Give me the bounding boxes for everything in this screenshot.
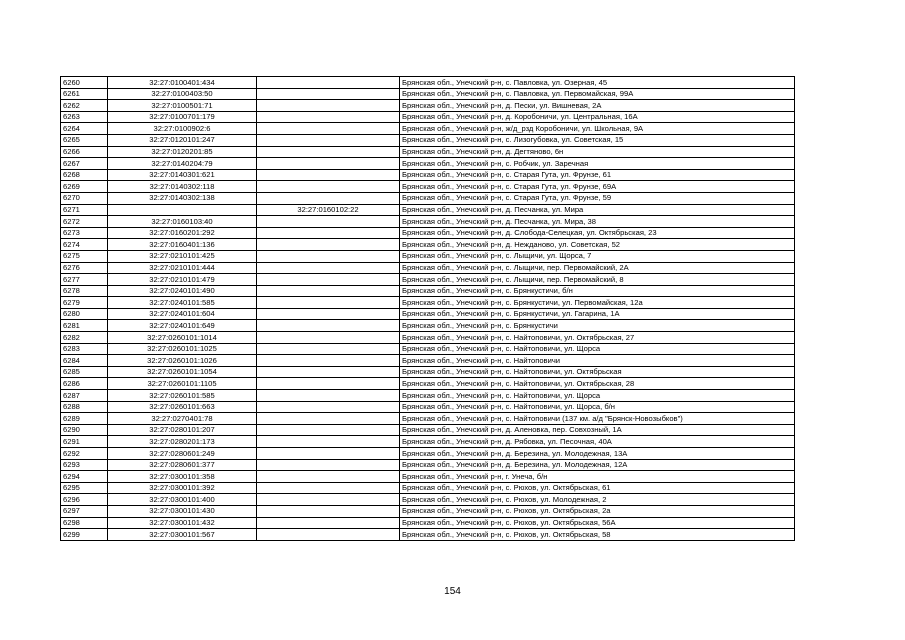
row-number-cell: 6275	[61, 250, 108, 262]
cadastral-number-cell: 32:27:0240101:604	[108, 308, 257, 320]
cadastral-number-cell: 32:27:0280601:249	[108, 448, 257, 460]
cadastral-number-cell: 32:27:0300101:358	[108, 471, 257, 483]
cadastral-number-cell: 32:27:0160201:292	[108, 227, 257, 239]
row-number-cell: 6270	[61, 192, 108, 204]
previous-number-cell	[257, 77, 400, 89]
table-row	[61, 424, 795, 436]
table-row	[61, 505, 795, 517]
table-row	[61, 459, 795, 471]
row-number-cell: 6268	[61, 169, 108, 181]
address-cell: Брянская обл., Унечский р-н, д. Коробоничи, ул. Центральная, 16А	[400, 111, 795, 123]
table-row	[61, 123, 795, 135]
previous-number-cell	[257, 494, 400, 506]
previous-number-cell	[257, 192, 400, 204]
table-row	[61, 274, 795, 286]
address-cell: Брянская обл., Унечский р-н, с. Найтоповичи, ул. Октябрьская, 27	[400, 332, 795, 344]
table-row	[61, 308, 795, 320]
table-row	[61, 204, 795, 216]
table-row	[61, 413, 795, 425]
previous-number-cell	[257, 482, 400, 494]
table-row	[61, 262, 795, 274]
previous-number-cell	[257, 413, 400, 425]
cadastral-number-cell: 32:27:0100902:6	[108, 123, 257, 135]
row-number-cell: 6298	[61, 517, 108, 529]
cadastral-number-cell: 32:27:0260101:1014	[108, 332, 257, 344]
previous-number-cell	[257, 158, 400, 170]
table-row	[61, 192, 795, 204]
address-cell: Брянская обл., Унечский р-н, с. Павловка, ул. Озерная, 45	[400, 77, 795, 89]
previous-number-cell	[257, 320, 400, 332]
cadastral-number-cell: 32:27:0210101:444	[108, 262, 257, 274]
cadastral-number-cell: 32:27:0100501:71	[108, 100, 257, 112]
cadastral-number-cell: 32:27:0280201:173	[108, 436, 257, 448]
previous-number-cell	[257, 424, 400, 436]
row-number-cell: 6261	[61, 88, 108, 100]
cadastral-number-cell	[108, 204, 257, 216]
address-cell: Брянская обл., Унечский р-н, с. Найтоповичи, ул. Щорса, б/н	[400, 401, 795, 413]
row-number-cell: 6266	[61, 146, 108, 158]
table-row	[61, 366, 795, 378]
previous-number-cell	[257, 274, 400, 286]
address-cell: Брянская обл., Унечский р-н, с. Рюхов, ул. Октябрьская, 61	[400, 482, 795, 494]
registry-table-body	[61, 77, 795, 541]
address-cell: Брянская обл., Унечский р-н, с. Старая Гута, ул. Фрунзе, 59	[400, 192, 795, 204]
cadastral-number-cell: 32:27:0260101:663	[108, 401, 257, 413]
table-row	[61, 355, 795, 367]
page-number: 154	[444, 586, 461, 597]
table-row	[61, 320, 795, 332]
row-number-cell: 6292	[61, 448, 108, 460]
address-cell: Брянская обл., Унечский р-н, с. Брянкустичи, б/н	[400, 285, 795, 297]
table-row	[61, 216, 795, 228]
cadastral-number-cell: 32:27:0100403:50	[108, 88, 257, 100]
table-row	[61, 134, 795, 146]
row-number-cell: 6296	[61, 494, 108, 506]
row-number-cell: 6299	[61, 529, 108, 541]
address-cell: Брянская обл., Унечский р-н, д. Песчанка, ул. Мира	[400, 204, 795, 216]
row-number-cell: 6276	[61, 262, 108, 274]
table-row	[61, 111, 795, 123]
cadastral-number-cell: 32:27:0100401:434	[108, 77, 257, 89]
previous-number-cell	[257, 227, 400, 239]
cadastral-number-cell: 32:27:0160401:136	[108, 239, 257, 251]
previous-number-cell	[257, 459, 400, 471]
row-number-cell: 6286	[61, 378, 108, 390]
previous-number-cell	[257, 239, 400, 251]
row-number-cell: 6281	[61, 320, 108, 332]
table-row	[61, 482, 795, 494]
cadastral-number-cell: 32:27:0210101:479	[108, 274, 257, 286]
cadastral-number-cell: 32:27:0160103:40	[108, 216, 257, 228]
table-row	[61, 436, 795, 448]
previous-number-cell	[257, 123, 400, 135]
address-cell: Брянская обл., Унечский р-н, с. Найтоповичи, ул. Щорса	[400, 343, 795, 355]
table-row	[61, 448, 795, 460]
address-cell: Брянская обл., Унечский р-н, д. Нежданово, ул. Советская, 52	[400, 239, 795, 251]
address-cell: Брянская обл., Унечский р-н, с. Рюхов, ул. Октябрьская, 58	[400, 529, 795, 541]
table-row	[61, 77, 795, 89]
row-number-cell: 6285	[61, 366, 108, 378]
previous-number-cell	[257, 100, 400, 112]
row-number-cell: 6260	[61, 77, 108, 89]
cadastral-number-cell: 32:27:0240101:585	[108, 297, 257, 309]
row-number-cell: 6283	[61, 343, 108, 355]
previous-number-cell	[257, 390, 400, 402]
row-number-cell: 6279	[61, 297, 108, 309]
address-cell: Брянская обл., Унечский р-н, д. Слобода-Селецкая, ул. Октябрьская, 23	[400, 227, 795, 239]
address-cell: Брянская обл., Унечский р-н, ж/д_рзд Коробоничи, ул. Школьная, 9А	[400, 123, 795, 135]
previous-number-cell	[257, 448, 400, 460]
row-number-cell: 6288	[61, 401, 108, 413]
previous-number-cell	[257, 181, 400, 193]
cadastral-number-cell: 32:27:0260101:1105	[108, 378, 257, 390]
table-row	[61, 146, 795, 158]
previous-number-cell: 32:27:0160102:22	[257, 204, 400, 216]
table-row	[61, 471, 795, 483]
table-row	[61, 227, 795, 239]
table-row	[61, 332, 795, 344]
cadastral-number-cell: 32:27:0120101:247	[108, 134, 257, 146]
table-row	[61, 401, 795, 413]
address-cell: Брянская обл., Унечский р-н, с. Лыщичи, пер. Первомайский, 8	[400, 274, 795, 286]
address-cell: Брянская обл., Унечский р-н, с. Брянкустичи	[400, 320, 795, 332]
cadastral-number-cell: 32:27:0300101:400	[108, 494, 257, 506]
address-cell: Брянская обл., Унечский р-н, д. Рябовка, ул. Песочная, 40А	[400, 436, 795, 448]
table-row	[61, 250, 795, 262]
address-cell: Брянская обл., Унечский р-н, с. Найтоповичи	[400, 355, 795, 367]
address-cell: Брянская обл., Унечский р-н, с. Лизогубовка, ул. Советская, 15	[400, 134, 795, 146]
previous-number-cell	[257, 297, 400, 309]
cadastral-number-cell: 32:27:0240101:490	[108, 285, 257, 297]
cadastral-number-cell: 32:27:0140301:621	[108, 169, 257, 181]
cadastral-number-cell: 32:27:0300101:392	[108, 482, 257, 494]
address-cell: Брянская обл., Унечский р-н, с. Лыщичи, пер. Первомайский, 2А	[400, 262, 795, 274]
previous-number-cell	[257, 355, 400, 367]
cadastral-number-cell: 32:27:0260101:1054	[108, 366, 257, 378]
table-row	[61, 517, 795, 529]
cadastral-number-cell: 32:27:0210101:425	[108, 250, 257, 262]
row-number-cell: 6267	[61, 158, 108, 170]
row-number-cell: 6264	[61, 123, 108, 135]
table-row	[61, 297, 795, 309]
address-cell: Брянская обл., Унечский р-н, с. Рюхов, ул. Молодежная, 2	[400, 494, 795, 506]
address-cell: Брянская обл., Унечский р-н, с. Найтоповичи, ул. Октябрьская	[400, 366, 795, 378]
address-cell: Брянская обл., Унечский р-н, с. Робчик, ул. Заречная	[400, 158, 795, 170]
previous-number-cell	[257, 517, 400, 529]
address-cell: Брянская обл., Унечский р-н, д. Дегтяново, 6н	[400, 146, 795, 158]
table-row	[61, 100, 795, 112]
previous-number-cell	[257, 262, 400, 274]
address-cell: Брянская обл., Унечский р-н, д. Пески, ул. Вишневая, 2А	[400, 100, 795, 112]
row-number-cell: 6273	[61, 227, 108, 239]
address-cell: Брянская обл., Унечский р-н, с. Найтоповичи, ул. Октябрьская, 28	[400, 378, 795, 390]
previous-number-cell	[257, 436, 400, 448]
row-number-cell: 6282	[61, 332, 108, 344]
previous-number-cell	[257, 401, 400, 413]
address-cell: Брянская обл., Унечский р-н, с. Брянкустичи, ул. Гагарина, 1А	[400, 308, 795, 320]
row-number-cell: 6271	[61, 204, 108, 216]
address-cell: Брянская обл., Унечский р-н, с. Брянкустичи, ул. Первомайская, 12а	[400, 297, 795, 309]
table-row	[61, 285, 795, 297]
cadastral-number-cell: 32:27:0300101:567	[108, 529, 257, 541]
cadastral-number-cell: 32:27:0260101:585	[108, 390, 257, 402]
table-row	[61, 343, 795, 355]
cadastral-number-cell: 32:27:0300101:432	[108, 517, 257, 529]
address-cell: Брянская обл., Унечский р-н, с. Найтоповичи, ул. Щорса	[400, 390, 795, 402]
cadastral-number-cell: 32:27:0280601:377	[108, 459, 257, 471]
row-number-cell: 6269	[61, 181, 108, 193]
address-cell: Брянская обл., Унечский р-н, с. Рюхов, ул. Октябрьская, 56А	[400, 517, 795, 529]
table-row	[61, 390, 795, 402]
previous-number-cell	[257, 111, 400, 123]
table-row	[61, 88, 795, 100]
row-number-cell: 6280	[61, 308, 108, 320]
cadastral-number-cell: 32:27:0140204:79	[108, 158, 257, 170]
table-row	[61, 239, 795, 251]
previous-number-cell	[257, 216, 400, 228]
previous-number-cell	[257, 505, 400, 517]
cadastral-number-cell: 32:27:0280101:207	[108, 424, 257, 436]
previous-number-cell	[257, 343, 400, 355]
registry-table	[60, 76, 795, 541]
previous-number-cell	[257, 332, 400, 344]
cadastral-number-cell: 32:27:0270401:78	[108, 413, 257, 425]
table-row	[61, 529, 795, 541]
table-row	[61, 181, 795, 193]
cadastral-number-cell: 32:27:0300101:430	[108, 505, 257, 517]
previous-number-cell	[257, 146, 400, 158]
table-row	[61, 494, 795, 506]
row-number-cell: 6277	[61, 274, 108, 286]
table-row	[61, 378, 795, 390]
address-cell: Брянская обл., Унечский р-н, д. Песчанка, ул. Мира, 38	[400, 216, 795, 228]
row-number-cell: 6263	[61, 111, 108, 123]
cadastral-number-cell: 32:27:0260101:1026	[108, 355, 257, 367]
address-cell: Брянская обл., Унечский р-н, с. Найтоповичи (137 км. а/д "Брянск-Новозыбков")	[400, 413, 795, 425]
address-cell: Брянская обл., Унечский р-н, г. Унеча, б/н	[400, 471, 795, 483]
previous-number-cell	[257, 250, 400, 262]
cadastral-number-cell: 32:27:0100701:179	[108, 111, 257, 123]
row-number-cell: 6287	[61, 390, 108, 402]
table-row	[61, 169, 795, 181]
previous-number-cell	[257, 366, 400, 378]
row-number-cell: 6272	[61, 216, 108, 228]
row-number-cell: 6262	[61, 100, 108, 112]
row-number-cell: 6284	[61, 355, 108, 367]
previous-number-cell	[257, 308, 400, 320]
address-cell: Брянская обл., Унечский р-н, с. Павловка, ул. Первомайская, 99А	[400, 88, 795, 100]
row-number-cell: 6289	[61, 413, 108, 425]
cadastral-number-cell: 32:27:0140302:118	[108, 181, 257, 193]
previous-number-cell	[257, 285, 400, 297]
row-number-cell: 6293	[61, 459, 108, 471]
row-number-cell: 6294	[61, 471, 108, 483]
address-cell: Брянская обл., Унечский р-н, с. Старая Гута, ул. Фрунзе, 69А	[400, 181, 795, 193]
previous-number-cell	[257, 88, 400, 100]
address-cell: Брянская обл., Унечский р-н, д. Березина, ул. Молодежная, 12А	[400, 459, 795, 471]
address-cell: Брянская обл., Унечский р-н, д. Аленовка, пер. Совхозный, 1А	[400, 424, 795, 436]
previous-number-cell	[257, 134, 400, 146]
address-cell: Брянская обл., Унечский р-н, д. Березина, ул. Молодежная, 13А	[400, 448, 795, 460]
previous-number-cell	[257, 529, 400, 541]
row-number-cell: 6265	[61, 134, 108, 146]
row-number-cell: 6274	[61, 239, 108, 251]
address-cell: Брянская обл., Унечский р-н, с. Старая Гута, ул. Фрунзе, 61	[400, 169, 795, 181]
row-number-cell: 6295	[61, 482, 108, 494]
previous-number-cell	[257, 378, 400, 390]
previous-number-cell	[257, 169, 400, 181]
row-number-cell: 6291	[61, 436, 108, 448]
address-cell: Брянская обл., Унечский р-н, с. Лыщичи, ул. Щорса, 7	[400, 250, 795, 262]
cadastral-number-cell: 32:27:0240101:649	[108, 320, 257, 332]
address-cell: Брянская обл., Унечский р-н, с. Рюхов, ул. Октябрьская, 2а	[400, 505, 795, 517]
row-number-cell: 6290	[61, 424, 108, 436]
cadastral-number-cell: 32:27:0260101:1025	[108, 343, 257, 355]
row-number-cell: 6278	[61, 285, 108, 297]
previous-number-cell	[257, 471, 400, 483]
row-number-cell: 6297	[61, 505, 108, 517]
cadastral-number-cell: 32:27:0120201:85	[108, 146, 257, 158]
cadastral-number-cell: 32:27:0140302:138	[108, 192, 257, 204]
table-row	[61, 158, 795, 170]
